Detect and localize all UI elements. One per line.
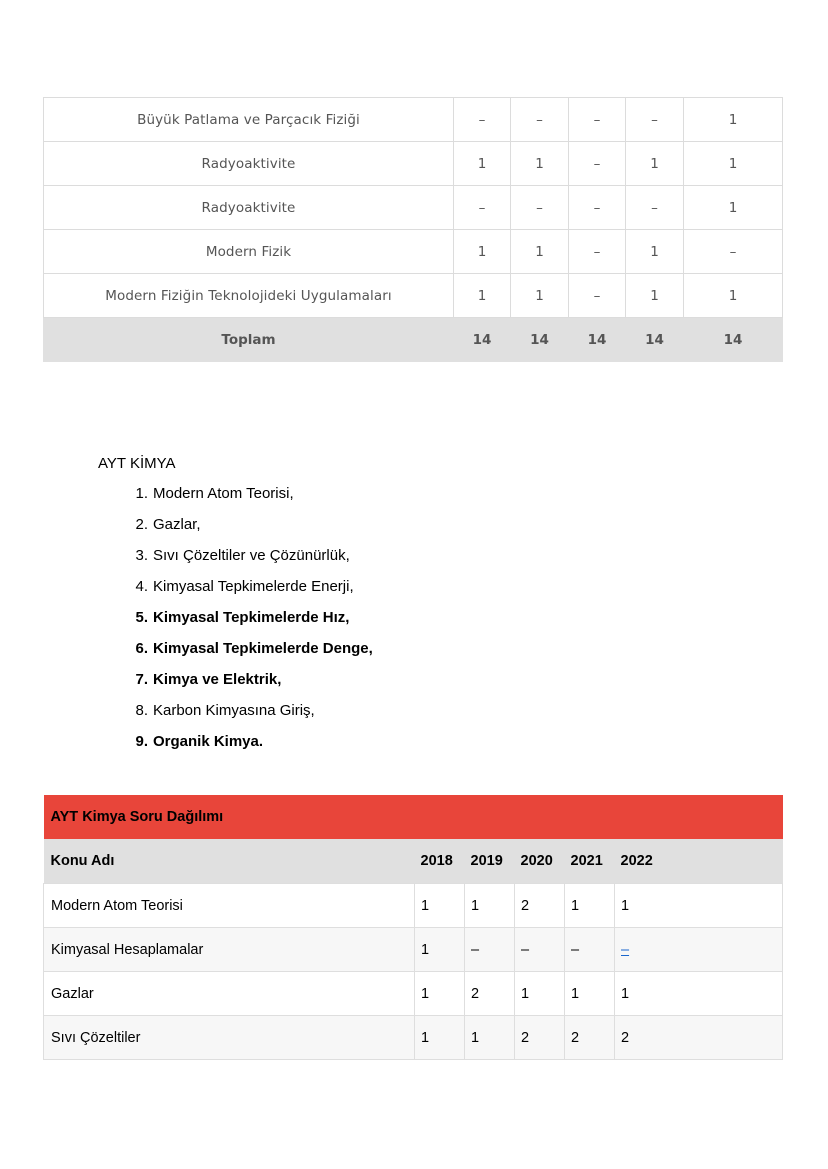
list-item (98, 670, 373, 701)
topic-cell: Kimyasal Hesaplamalar (44, 928, 415, 972)
table-title-row (44, 795, 783, 839)
list-item (98, 639, 373, 670)
value-cell: 2 (515, 1016, 565, 1060)
list-item (98, 608, 373, 639)
list-number: 8. (135, 702, 148, 719)
value-cell: 1 (454, 274, 511, 318)
value-cell: – (569, 98, 626, 142)
list-item (98, 484, 373, 515)
list-text: Kimyasal Tepkimelerde Enerji, (153, 578, 354, 595)
value-cell: – (569, 274, 626, 318)
topic-cell: Modern Fiziğin Teknolojideki Uygulamaları (44, 274, 454, 318)
value-cell: 1 (415, 928, 465, 972)
value-cell: 1 (565, 884, 615, 928)
table-row (44, 274, 783, 318)
total-value: 14 (569, 318, 626, 362)
value-cell: 1 (415, 972, 465, 1016)
section-heading: AYT KİMYA (98, 455, 176, 472)
value-cell: – (511, 186, 569, 230)
column-header: 2020 (515, 839, 565, 884)
value-cell: – (565, 928, 615, 972)
chemistry-distribution-table (43, 795, 783, 1060)
topic-cell: Radyoaktivite (44, 142, 454, 186)
list-text: Kimyasal Tepkimelerde Denge, (153, 640, 373, 657)
column-header: 2021 (565, 839, 615, 884)
value-cell: 1 (684, 98, 783, 142)
value-cell: – (569, 142, 626, 186)
value-cell: 1 (454, 142, 511, 186)
value-cell: 1 (511, 230, 569, 274)
value-cell: – (626, 186, 684, 230)
list-item (98, 546, 373, 577)
value-cell: 1 (615, 884, 783, 928)
total-row (44, 318, 783, 362)
topic-cell: Büyük Patlama ve Parçacık Fiziği (44, 98, 454, 142)
list-text: Karbon Kimyasına Giriş, (153, 702, 315, 719)
list-text: Sıvı Çözeltiler ve Çözünürlük, (153, 547, 350, 564)
value-cell: 1 (684, 274, 783, 318)
list-text: Gazlar, (153, 516, 201, 533)
total-label: Toplam (44, 318, 454, 362)
topic-list (98, 484, 373, 763)
list-text: Kimyasal Tepkimelerde Hız, (153, 609, 350, 626)
value-cell: 1 (684, 142, 783, 186)
list-text: Kimya ve Elektrik, (153, 671, 282, 688)
value-cell: 2 (515, 884, 565, 928)
total-value: 14 (626, 318, 684, 362)
list-number: 1. (135, 485, 148, 502)
table-row (44, 98, 783, 142)
topic-cell: Gazlar (44, 972, 415, 1016)
value-cell: 1 (454, 230, 511, 274)
value-cell: – (465, 928, 515, 972)
list-number: 4. (135, 578, 148, 595)
topic-cell: Sıvı Çözeltiler (44, 1016, 415, 1060)
topic-cell: Modern Fizik (44, 230, 454, 274)
value-cell: – (569, 230, 626, 274)
list-number: 3. (135, 547, 148, 564)
list-number: 9. (135, 733, 148, 750)
topic-cell: Modern Atom Teorisi (44, 884, 415, 928)
value-cell: 2 (465, 972, 515, 1016)
value-cell: 1 (415, 884, 465, 928)
value-cell: 1 (415, 1016, 465, 1060)
total-value: 14 (511, 318, 569, 362)
column-header: 2022 (615, 839, 783, 884)
value-cell: 1 (626, 230, 684, 274)
table-title: AYT Kimya Soru Dağılımı (44, 795, 783, 839)
list-text: Modern Atom Teorisi, (153, 485, 294, 502)
value-link-cell[interactable] (615, 928, 783, 972)
list-text: Organik Kimya. (153, 733, 264, 750)
list-item (98, 732, 373, 763)
list-number: 2. (135, 516, 148, 533)
column-header: 2018 (415, 839, 465, 884)
list-item (98, 577, 373, 608)
list-item (98, 701, 373, 732)
column-header: Konu Adı (44, 839, 415, 884)
value-cell: 1 (565, 972, 615, 1016)
value-cell: – (626, 98, 684, 142)
value-cell: 1 (615, 972, 783, 1016)
value-cell: – (569, 186, 626, 230)
table-row (44, 972, 783, 1016)
value-link[interactable]: – (621, 941, 630, 958)
value-cell: – (684, 230, 783, 274)
value-cell: 1 (684, 186, 783, 230)
value-cell: 2 (615, 1016, 783, 1060)
value-cell: 1 (465, 884, 515, 928)
topic-cell: Radyoaktivite (44, 186, 454, 230)
list-number: 7. (135, 671, 148, 688)
table-row (44, 142, 783, 186)
column-header: 2019 (465, 839, 515, 884)
total-value: 14 (684, 318, 783, 362)
value-cell: 1 (626, 142, 684, 186)
value-cell: 1 (511, 274, 569, 318)
value-cell: – (454, 186, 511, 230)
value-cell: – (515, 928, 565, 972)
value-cell: 2 (565, 1016, 615, 1060)
list-number: 5. (135, 609, 148, 626)
table-row (44, 186, 783, 230)
table-row (44, 230, 783, 274)
physics-distribution-table (43, 97, 783, 362)
total-value: 14 (454, 318, 511, 362)
value-cell: 1 (515, 972, 565, 1016)
value-cell: 1 (511, 142, 569, 186)
table-row (44, 1016, 783, 1060)
list-number: 6. (135, 640, 148, 657)
value-cell: – (511, 98, 569, 142)
table-header-row (44, 839, 783, 884)
table-row (44, 928, 783, 972)
value-cell: 1 (465, 1016, 515, 1060)
value-cell: – (454, 98, 511, 142)
table-row (44, 884, 783, 928)
value-cell: 1 (626, 274, 684, 318)
list-item (98, 515, 373, 546)
